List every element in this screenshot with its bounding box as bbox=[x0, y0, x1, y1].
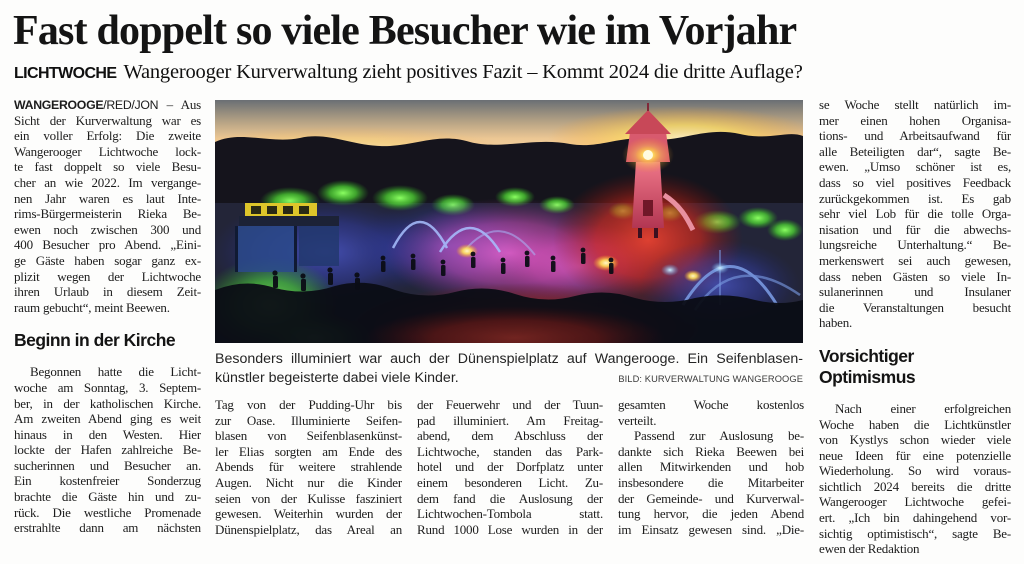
text-line: von Kystlys schon wieder viele bbox=[819, 432, 1011, 448]
text-line: sucherinnen und Besucher an. bbox=[14, 457, 201, 473]
text-line: Wiederholung. So wird voraus- bbox=[819, 463, 1011, 479]
text-line: Nach einer erfolgreichen bbox=[835, 400, 1011, 416]
text-line: Begonnen hatte die Licht- bbox=[30, 364, 201, 380]
text-line: rims-Bürgermeisterin Rieka Be- bbox=[14, 206, 201, 222]
text-line: zurückgekommen ist. Es gab bbox=[819, 190, 1011, 206]
text-column-3 bbox=[417, 397, 603, 537]
photo-credit: BILD: KURVERWALTUNG WANGEROOGE bbox=[618, 373, 803, 384]
text-line: cher an wie 2022. Im vergange- bbox=[14, 174, 201, 190]
text-line: ewen der Redaktion bbox=[819, 541, 920, 557]
text-line: Dünenspielplatz, das Areal an bbox=[215, 521, 402, 537]
text-line: blasen von Seifenblasenkünst- bbox=[215, 428, 402, 444]
text-line: ge Gäste haben sogar ganz ex- bbox=[14, 252, 201, 268]
text-line: ihren Urlaub in diesem Zeit- bbox=[14, 284, 201, 300]
text-line: pad illuminiert. Am Freitag- bbox=[417, 412, 603, 428]
text-line: brachte die Gäste hin und zu- bbox=[14, 489, 201, 505]
text-line: der Gemeinde- und Kurverwal- bbox=[618, 490, 804, 506]
article-kicker: LICHTWOCHE bbox=[14, 65, 117, 82]
text-line: der Feuerwehr und der Tuun- bbox=[417, 397, 603, 412]
text-line: woche am Sonntag, 3. Septem- bbox=[14, 379, 201, 395]
dateline-agency: /RED/JON bbox=[103, 98, 159, 112]
caption-line-2 bbox=[215, 369, 803, 389]
text-line: verteilt. bbox=[618, 412, 657, 428]
text-line: im Einsatz gewesen sind. „Die- bbox=[618, 521, 804, 537]
text-line: ein voller Erfolg: Die zweite bbox=[14, 128, 201, 144]
text-line: die Veranstaltungen besucht bbox=[819, 299, 1011, 315]
text-line: ewen. „Umso schöner ist es, bbox=[819, 159, 1011, 175]
text-line: erstrahlte dann am nächsten bbox=[14, 520, 201, 536]
text-line: 400 Besucher pro Abend. „Eini- bbox=[14, 237, 201, 253]
text-line: dem fand die Auslosung der bbox=[417, 490, 603, 506]
text-line: Passend zur Auslosung be- bbox=[634, 428, 804, 444]
text-line: merkenswert sei auch gewesen, bbox=[819, 252, 1011, 268]
text-column-1 bbox=[14, 97, 201, 536]
text-line: haben. bbox=[819, 315, 853, 331]
text-line: sichtlich 2024 bereits die dritte bbox=[819, 478, 1011, 494]
text-line: rück. Die westliche Promenade bbox=[14, 504, 201, 520]
text-line: lockte der Hafen zahlreiche Be- bbox=[14, 442, 201, 458]
text-line: ler Elias sorgten am Ende des bbox=[215, 443, 402, 459]
text-line: lungsreiche Unterhaltung.“ Be- bbox=[819, 237, 1011, 253]
text-line: Wangerooger Lichtwoche gefei- bbox=[819, 494, 1011, 510]
text-line: ewen noch zwischen 300 und bbox=[14, 221, 201, 237]
text-line: seien von der Kulisse fasziniert bbox=[215, 490, 402, 506]
text-line: gesamten Woche kostenlos bbox=[618, 397, 804, 412]
text-line: Lichtwochen-Tombola statt. bbox=[417, 506, 603, 522]
text-line: tions- und Arbeitsaufwand für bbox=[819, 128, 1011, 144]
text-line: zur Oase. Illuminierte Seifen- bbox=[215, 412, 402, 428]
text-line: ert. „Ich bin dahingehend vor- bbox=[819, 510, 1011, 526]
text-line: Sicht der Kurverwaltung war es bbox=[14, 112, 201, 128]
text-line: Augen. Nicht nur die Kinder bbox=[215, 474, 402, 490]
text-line: neue Ideen für eine potenzielle bbox=[819, 447, 1011, 463]
text-line: sulanerinnen und Insulaner bbox=[819, 284, 1011, 300]
article-deck: Wangerooger Kurverwaltung zieht positives Fazit – Kommt 2024 die dritte Auflage? bbox=[123, 61, 803, 83]
text-line: ber, in der katholischen Kirche. bbox=[14, 395, 201, 411]
text-line: Wangerooger Lichtwoche lock- bbox=[14, 143, 201, 159]
section-heading: Beginn in der Kirche bbox=[14, 330, 176, 351]
text-line: allen Mitwirkenden und hob bbox=[618, 459, 804, 475]
text-column-4 bbox=[618, 397, 804, 537]
dateline-location: WANGEROOGE bbox=[14, 98, 104, 112]
text-line: nisation und für die abwechs- bbox=[819, 221, 1011, 237]
text-line: hinaus in den Westen. Hier bbox=[14, 426, 201, 442]
article-headline: Fast doppelt so viele Besucher wie im Vorjahr bbox=[13, 8, 797, 54]
text-line: einem besonderen Licht. Zu- bbox=[417, 474, 603, 490]
text-line: te fast doppelt so viele Besu- bbox=[14, 159, 201, 175]
text-line: Woche haben die Lichtkünstler bbox=[819, 416, 1011, 432]
caption-line-2-text: künstler begeisterte dabei viele Kinder. bbox=[215, 369, 459, 386]
text-line: Tag von der Pudding-Uhr bis bbox=[215, 397, 402, 412]
text-line bbox=[14, 97, 201, 113]
text-line: dankte sich Rieka Beewen bei bbox=[618, 443, 804, 459]
text-line: tung hervor, die jeden Abend bbox=[618, 506, 804, 522]
article-subhead bbox=[14, 61, 1014, 84]
text-line: plizit wegen der Lichtwoche bbox=[14, 268, 201, 284]
text-line: dass neben Gästen so viele In- bbox=[819, 268, 1011, 284]
text-line: sichtig optimistisch“, sagte Be- bbox=[819, 525, 1011, 541]
text-line: dass so viel positives Feedback bbox=[819, 174, 1011, 190]
dateline-rest: – Aus bbox=[158, 97, 201, 112]
text-line: Abends für weitere strahlende bbox=[215, 459, 402, 475]
text-column-5 bbox=[819, 97, 1011, 557]
text-line: Lichtwoche, standen das Park- bbox=[417, 443, 603, 459]
text-line: nen Jahr waren es laut Inte- bbox=[14, 190, 201, 206]
text-line: raum gebucht“, meint Beewen. bbox=[14, 299, 170, 315]
section-heading: Vorsichtiger Optimismus bbox=[819, 345, 916, 387]
caption-line-1: Besonders illuminiert war auch der Dünenspielplatz auf Wangerooge. Ein Seifenblasen- bbox=[215, 351, 803, 367]
text-line: se Woche stellt natürlich im- bbox=[819, 97, 1011, 112]
text-column-2 bbox=[215, 397, 402, 537]
photo-caption bbox=[215, 350, 803, 388]
text-line: gewesen. Weiterhin wurden der bbox=[215, 506, 402, 522]
text-line: hotel und der Dorfplatz unter bbox=[417, 459, 603, 475]
text-line: Am zweiten Abend ging es weit bbox=[14, 411, 201, 427]
text-line: Rund 1000 Lose wurden in der bbox=[417, 521, 603, 537]
text-line: Ein kostenfreier Sonderzug bbox=[14, 473, 201, 489]
article-photo-illustration bbox=[215, 100, 803, 343]
text-line: insbesondere die Mitarbeiter bbox=[618, 474, 804, 490]
text-line: mer einen hohen Organisa- bbox=[819, 112, 1011, 128]
text-line: abend, dem Abschluss der bbox=[417, 428, 603, 444]
article-photo bbox=[215, 100, 803, 343]
text-line: sehr viel Lob für die tolle Orga- bbox=[819, 206, 1011, 222]
text-line: alle Beteiligten dar“, sagte Be- bbox=[819, 143, 1011, 159]
